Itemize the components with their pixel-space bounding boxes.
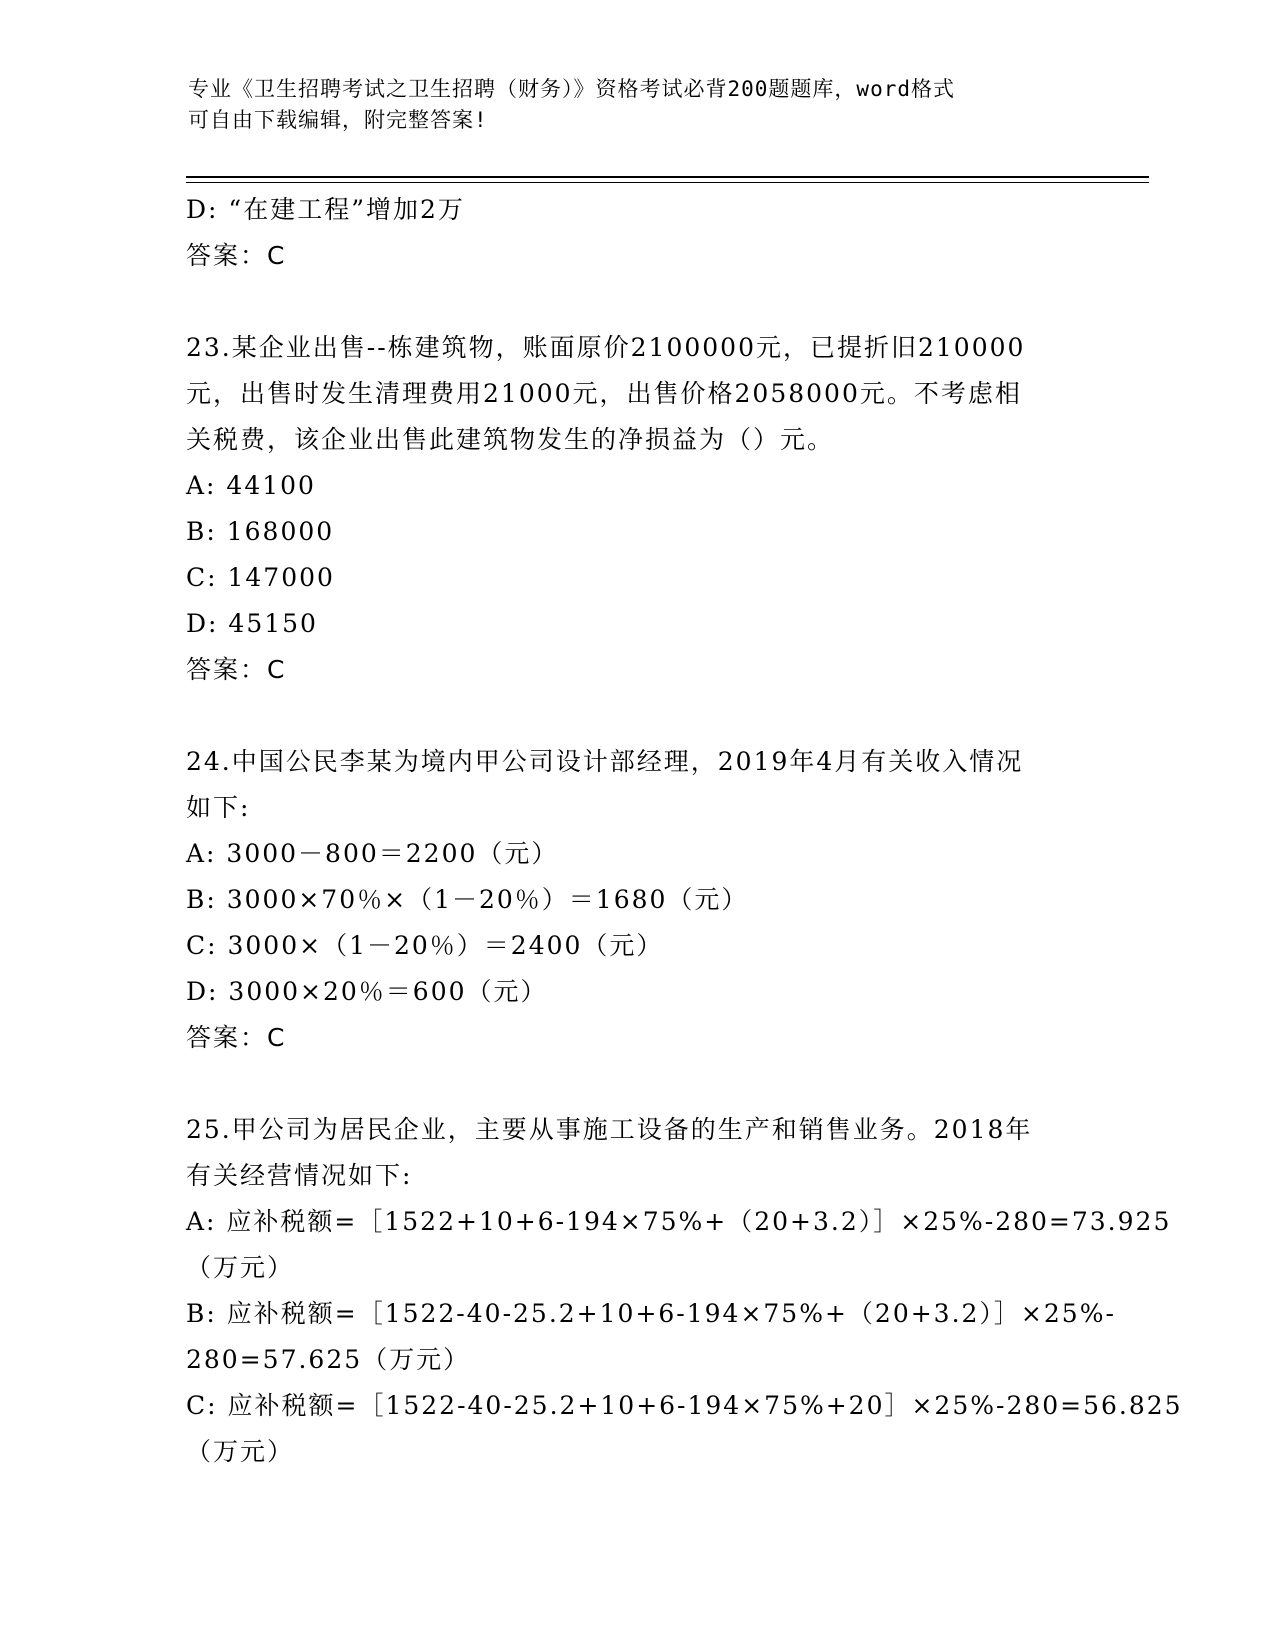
spacer xyxy=(186,279,1086,325)
question-stem-line: 元，出售时发生清理费用21000元，出售价格2058000元。不考虑相 xyxy=(186,379,1022,408)
question-24 xyxy=(186,739,1086,1061)
option-a: A: 44100 xyxy=(186,471,316,500)
option-d: D: 45150 xyxy=(186,609,318,638)
option-b: B: 168000 xyxy=(186,517,335,546)
question-stem-line: 23.某企业出售--栋建筑物，账面原价2100000元，已提折旧210000 xyxy=(186,333,1026,362)
answer: 答案：C xyxy=(186,1023,287,1052)
option-a: A: 3000－800＝2200（元） xyxy=(186,839,559,868)
question-stem-line: 如下: xyxy=(186,793,251,822)
option-c-continued: （万元） xyxy=(186,1437,295,1466)
prev-answer: 答案：C xyxy=(186,241,287,270)
question-23 xyxy=(186,325,1086,693)
document-body xyxy=(186,187,1183,1475)
option-c: C: 应补税额=［1522-40-25.2+10+6-194×75%+20］×25%-280=56.825 xyxy=(186,1391,1183,1420)
option-c: C: 3000×（1－20％）＝2400（元） xyxy=(186,931,664,960)
option-a-continued: （万元） xyxy=(186,1253,295,1282)
question-stem-line: 关税费，该企业出售此建筑物发生的净损益为（）元。 xyxy=(186,425,835,454)
page-header xyxy=(188,74,1068,136)
option-b-continued: 280=57.625（万元） xyxy=(186,1345,471,1374)
prev-option-d: D: “在建工程”增加2万 xyxy=(186,195,465,224)
spacer xyxy=(186,1061,1086,1107)
answer: 答案：C xyxy=(186,655,287,684)
header-title-line-2: 可自由下载编辑，附完整答案! xyxy=(188,108,488,132)
header-divider-thick xyxy=(186,176,1149,178)
option-a: A: 应补税额=［1522+10+6-194×75%+（20+3.2）］×25%-280=73.925 xyxy=(186,1207,1172,1236)
question-stem-line: 24.中国公民李某为境内甲公司设计部经理，2019年4月有关收入情况 xyxy=(186,747,1024,776)
header-divider-thin xyxy=(186,182,1149,183)
question-25 xyxy=(186,1107,1183,1475)
option-d: D: 3000×20％＝600（元） xyxy=(186,977,548,1006)
question-stem-line: 有关经营情况如下: xyxy=(186,1161,413,1190)
option-c: C: 147000 xyxy=(186,563,335,592)
question-stem-line: 25.甲公司为居民企业，主要从事施工设备的生产和销售业务。2018年 xyxy=(186,1115,1033,1144)
header-title-line-1: 专业《卫生招聘考试之卫生招聘（财务）》资格考试必背200题题库，word格式 xyxy=(188,77,955,101)
option-b: B: 应补税额=［1522-40-25.2+10+6-194×75%+（20+3.2）］×25%- xyxy=(186,1299,1116,1328)
spacer xyxy=(186,693,1086,739)
option-b: B: 3000×70％×（1－20％）＝1680（元） xyxy=(186,885,749,914)
